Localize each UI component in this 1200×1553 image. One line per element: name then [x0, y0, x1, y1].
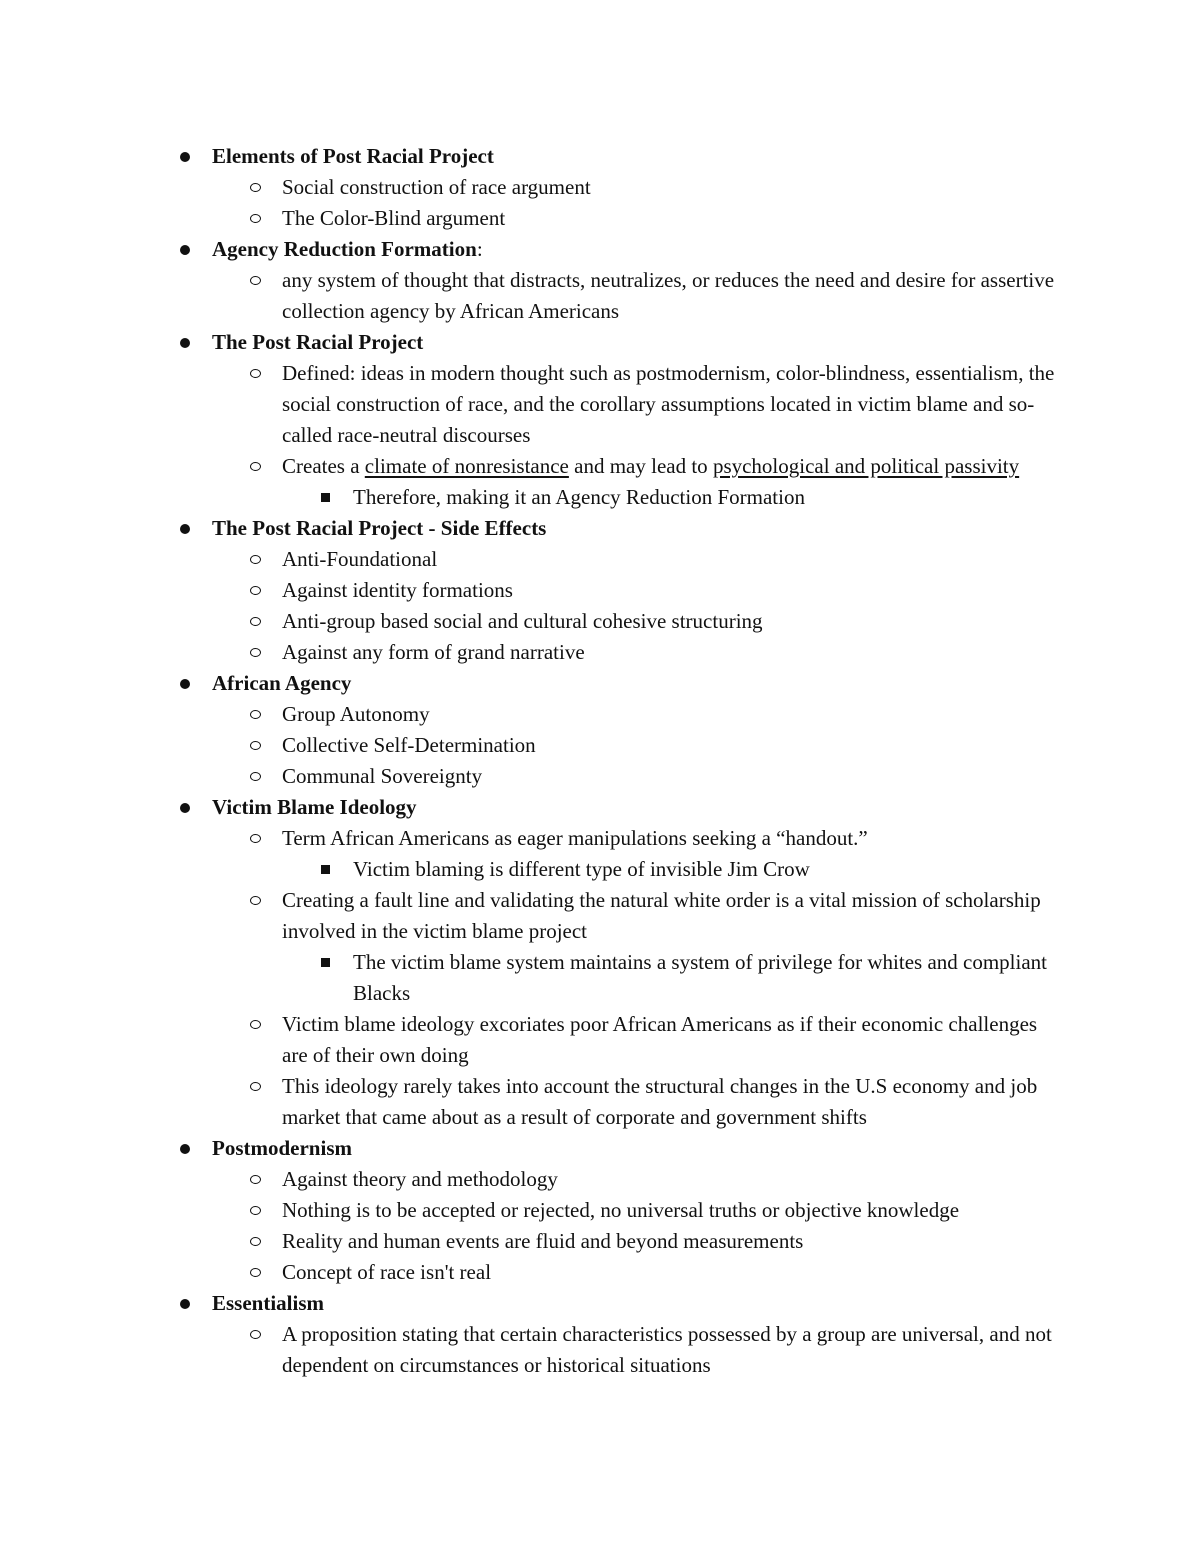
list-item [0, 327, 1060, 358]
list-item [0, 699, 1062, 730]
list-item [0, 761, 1062, 792]
section-heading: Essentialism [212, 1291, 325, 1315]
item-text: Anti-group based social and cultural cohesive structuring [282, 609, 763, 633]
hollow-bullet-icon [250, 555, 261, 564]
item-text: A proposition stating that certain characteristics possessed by a group are universal, and not dependent on circumstances or historical situations [282, 1322, 1052, 1377]
item-text: Communal Sovereignty [282, 764, 483, 788]
item-text: Term African Americans as eager manipulations seeking a “handout.” [282, 826, 868, 850]
item-text: Social construction of race argument [282, 175, 591, 199]
hollow-bullet-icon [250, 1206, 261, 1215]
hollow-bullet-icon [250, 896, 261, 905]
hollow-bullet-icon [250, 369, 261, 378]
list-item [0, 544, 1062, 575]
section-heading: Elements of Post Racial Project [212, 144, 494, 168]
filled-bullet-icon [180, 245, 190, 255]
list-item [0, 172, 1062, 203]
hollow-bullet-icon [250, 1175, 261, 1184]
hollow-bullet-icon [250, 1020, 261, 1029]
list-item [0, 730, 1062, 761]
item-text: Against theory and methodology [282, 1167, 558, 1191]
list-item [0, 1164, 1062, 1195]
item-text: Nothing is to be accepted or rejected, no universal truths or objective knowledge [282, 1198, 960, 1222]
item-text: and may lead to [568, 454, 713, 478]
filled-bullet-icon [180, 524, 190, 534]
list-item [0, 885, 1062, 947]
item-text: Creating a fault line and validating the natural white order is a vital mission of scholarship involved in the victim blame project [282, 888, 1041, 943]
list-item [0, 1195, 1062, 1226]
list-item [0, 792, 1060, 823]
list-item [0, 1009, 1062, 1071]
item-text: Concept of race isn't real [282, 1260, 492, 1284]
filled-bullet-icon [180, 152, 190, 162]
list-item [0, 265, 1062, 327]
list-item [0, 606, 1062, 637]
item-text: Anti-Foundational [282, 547, 438, 571]
hollow-bullet-icon [250, 586, 261, 595]
hollow-bullet-icon [250, 741, 261, 750]
list-item [0, 1071, 1062, 1133]
item-text: Group Autonomy [282, 702, 430, 726]
square-bullet-icon [321, 493, 330, 502]
underlined-phrase: psychological and political passivity [712, 454, 1020, 478]
item-text: Reality and human events are fluid and beyond measurements [282, 1229, 804, 1253]
list-item [0, 1288, 1060, 1319]
hollow-bullet-icon [250, 462, 261, 471]
square-bullet-icon [321, 958, 330, 967]
hollow-bullet-icon [250, 1268, 261, 1277]
list-item [0, 1257, 1062, 1288]
list-item [0, 141, 1060, 172]
document-body [0, 141, 1200, 1381]
filled-bullet-icon [180, 679, 190, 689]
section-heading: African Agency [212, 671, 352, 695]
section-heading: The Post Racial Project - Side Effects [212, 516, 547, 540]
hollow-bullet-icon [250, 214, 261, 223]
list-item [0, 234, 1060, 265]
item-text: any system of thought that distracts, neutralizes, or reduces the need and desire for assertive collection agency by African Americans [282, 268, 1055, 323]
item-text: Victim blaming is different type of invisible Jim Crow [353, 857, 810, 881]
square-bullet-icon [321, 865, 330, 874]
section-heading: Agency Reduction Formation [212, 237, 477, 261]
heading-colon: : [476, 237, 483, 261]
section-heading: Victim Blame Ideology [212, 795, 417, 819]
item-text: The victim blame system maintains a system of privilege for whites and compliant Blacks [353, 950, 1048, 1005]
list-item [0, 358, 1062, 451]
hollow-bullet-icon [250, 1330, 261, 1339]
list-item [0, 947, 1063, 1009]
list-item [0, 513, 1060, 544]
hollow-bullet-icon [250, 276, 261, 285]
list-item [0, 451, 1062, 482]
hollow-bullet-icon [250, 710, 261, 719]
item-text: Against any form of grand narrative [282, 640, 585, 664]
filled-bullet-icon [180, 1144, 190, 1154]
item-text: This ideology rarely takes into account the structural changes in the U.S economy and job market that came about as a result of corporate and government shifts [282, 1074, 1038, 1129]
item-text: The Color-Blind argument [282, 206, 506, 230]
hollow-bullet-icon [250, 772, 261, 781]
item-text: Against identity formations [282, 578, 513, 602]
list-item [0, 854, 1063, 885]
hollow-bullet-icon [250, 648, 261, 657]
filled-bullet-icon [180, 803, 190, 813]
list-item [0, 1319, 1062, 1381]
filled-bullet-icon [180, 338, 190, 348]
list-item [0, 1226, 1062, 1257]
list-item [0, 637, 1062, 668]
underlined-phrase: climate of nonresistance [364, 454, 569, 478]
section-heading: Postmodernism [212, 1136, 352, 1160]
list-item [0, 668, 1060, 699]
list-item [0, 575, 1062, 606]
hollow-bullet-icon [250, 617, 261, 626]
item-text: Defined: ideas in modern thought such as postmodernism, color-blindness, essentialism, the social construction of race, and the corollary assumptions located in victim blame and so-called race-neutral discourses [282, 361, 1055, 447]
hollow-bullet-icon [250, 834, 261, 843]
hollow-bullet-icon [250, 183, 261, 192]
item-text: Creates a [282, 454, 365, 478]
list-item [0, 482, 1063, 513]
hollow-bullet-icon [250, 1237, 261, 1246]
item-text: Victim blame ideology excoriates poor African Americans as if their economic challenges are of their own doing [282, 1012, 1038, 1067]
list-item [0, 823, 1062, 854]
item-text: Collective Self-Determination [282, 733, 536, 757]
hollow-bullet-icon [250, 1082, 261, 1091]
item-text: Therefore, making it an Agency Reduction Formation [353, 485, 805, 509]
section-heading: The Post Racial Project [212, 330, 424, 354]
list-item [0, 1133, 1060, 1164]
list-item [0, 203, 1062, 234]
filled-bullet-icon [180, 1299, 190, 1309]
